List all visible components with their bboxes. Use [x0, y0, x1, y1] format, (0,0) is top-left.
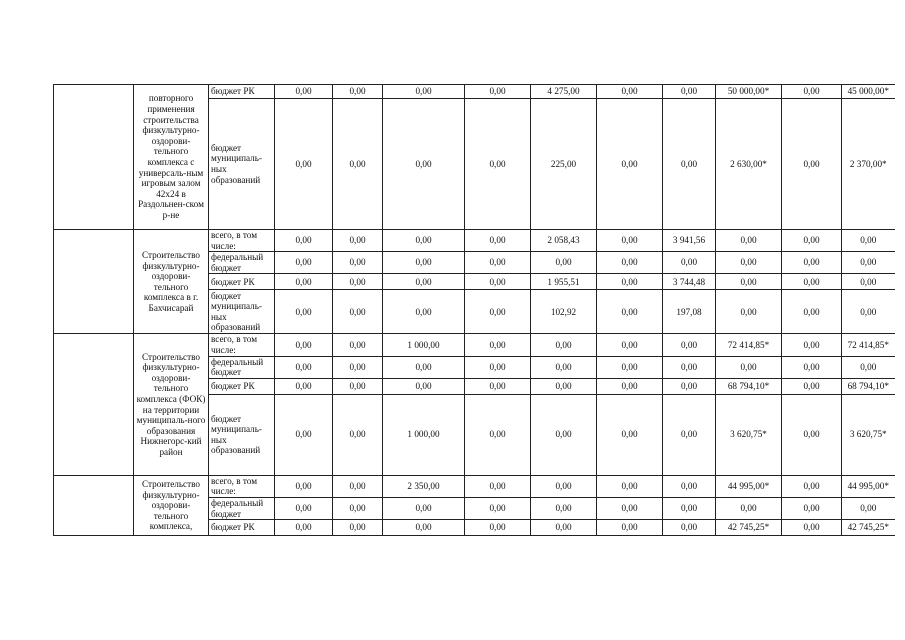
amount-cell: 0,00: [597, 274, 663, 290]
amount-cell: 0,00: [782, 230, 842, 252]
amount-cell: 0,00: [465, 230, 531, 252]
amount-cell: 0,00: [275, 356, 333, 378]
amount-cell: 0,00: [663, 99, 716, 230]
amount-cell: 0,00: [333, 290, 383, 334]
amount-cell: 0,00: [333, 475, 383, 497]
amount-cell: 0,00: [531, 497, 597, 519]
amount-cell: 0,00: [782, 378, 842, 394]
amount-cell: 0,00: [663, 520, 716, 536]
amount-cell: 0,00: [782, 475, 842, 497]
funding-source: бюджет муниципаль-ных образований: [209, 394, 275, 475]
amount-cell: 0,00: [333, 356, 383, 378]
amount-cell: 0,00: [383, 230, 465, 252]
amount-cell: 0,00: [275, 394, 333, 475]
amount-cell: 0,00: [716, 252, 782, 274]
object-name: повторного применения строительства физкультурно-оздорови-тельного комплекса с универсаль-ным игровым залом 42х24 в Раздольнен-ском р-не: [138, 93, 204, 220]
amount-cell: 0,00: [465, 497, 531, 519]
table-row: [54, 334, 895, 356]
amount-cell: 0,00: [333, 99, 383, 230]
amount-cell: 0,00: [842, 290, 895, 334]
amount-cell: 68 794,10*: [716, 378, 782, 394]
amount-cell: 0,00: [716, 230, 782, 252]
amount-cell: 0,00: [597, 85, 663, 99]
number-cell: [54, 85, 134, 230]
amount-cell: 1 000,00: [383, 394, 465, 475]
funding-source: бюджет муниципаль-ных образований: [209, 290, 275, 334]
amount-cell: 0,00: [383, 378, 465, 394]
funding-source: всего, в том числе:: [209, 230, 275, 252]
amount-cell: 0,00: [383, 274, 465, 290]
amount-cell: 0,00: [597, 520, 663, 536]
amount-cell: 3 941,56: [663, 230, 716, 252]
amount-cell: 0,00: [465, 290, 531, 334]
amount-cell: 0,00: [275, 334, 333, 356]
amount-cell: 0,00: [333, 378, 383, 394]
amount-cell: 0,00: [782, 497, 842, 519]
amount-cell: 0,00: [531, 378, 597, 394]
object-name: Строительство физкультурно-оздорови-тельного комплекса,: [141, 478, 201, 532]
amount-cell: 0,00: [465, 520, 531, 536]
amount-cell: 0,00: [383, 85, 465, 99]
funding-source: бюджет РК: [209, 85, 275, 99]
amount-cell: 0,00: [275, 274, 333, 290]
amount-cell: 0,00: [275, 378, 333, 394]
amount-cell: 0,00: [597, 497, 663, 519]
amount-cell: 0,00: [782, 520, 842, 536]
amount-cell: 0,00: [842, 356, 895, 378]
amount-cell: 197,08: [663, 290, 716, 334]
funding-source: всего, в том числе:: [209, 475, 275, 497]
amount-cell: 2 350,00: [383, 475, 465, 497]
amount-cell: 0,00: [663, 394, 716, 475]
amount-cell: 44 995,00*: [842, 475, 895, 497]
amount-cell: 0,00: [782, 85, 842, 99]
table-row: [54, 230, 895, 252]
amount-cell: 0,00: [782, 274, 842, 290]
amount-cell: 0,00: [663, 378, 716, 394]
amount-cell: 0,00: [275, 230, 333, 252]
amount-cell: 0,00: [333, 85, 383, 99]
amount-cell: 0,00: [333, 274, 383, 290]
number-cell: [54, 230, 134, 334]
funding-source: федеральный бюджет: [209, 497, 275, 519]
amount-cell: 0,00: [597, 230, 663, 252]
amount-cell: 68 794,10*: [842, 378, 895, 394]
amount-cell: 0,00: [782, 99, 842, 230]
amount-cell: 0,00: [597, 290, 663, 334]
amount-cell: 0,00: [842, 497, 895, 519]
amount-cell: 0,00: [333, 252, 383, 274]
amount-cell: 0,00: [531, 475, 597, 497]
amount-cell: 0,00: [716, 356, 782, 378]
amount-cell: 0,00: [782, 334, 842, 356]
amount-cell: 0,00: [663, 356, 716, 378]
amount-cell: 0,00: [275, 85, 333, 99]
object-name-cell: [134, 475, 209, 535]
budget-table: [53, 84, 895, 536]
amount-cell: 0,00: [597, 356, 663, 378]
amount-cell: 0,00: [716, 290, 782, 334]
amount-cell: 0,00: [531, 520, 597, 536]
funding-source: бюджет РК: [209, 274, 275, 290]
amount-cell: 0,00: [663, 85, 716, 99]
amount-cell: 0,00: [333, 520, 383, 536]
amount-cell: 0,00: [275, 475, 333, 497]
amount-cell: 3 620,75*: [842, 394, 895, 475]
amount-cell: 0,00: [333, 394, 383, 475]
amount-cell: 0,00: [531, 334, 597, 356]
funding-source: бюджет РК: [209, 378, 275, 394]
amount-cell: 0,00: [383, 99, 465, 230]
amount-cell: 72 414,85*: [716, 334, 782, 356]
amount-cell: 2 630,00*: [716, 99, 782, 230]
amount-cell: 0,00: [663, 252, 716, 274]
amount-cell: 0,00: [782, 290, 842, 334]
number-cell: [54, 475, 134, 535]
amount-cell: 0,00: [465, 378, 531, 394]
amount-cell: 0,00: [333, 497, 383, 519]
amount-cell: 50 000,00*: [716, 85, 782, 99]
amount-cell: 1 955,51: [531, 274, 597, 290]
amount-cell: 0,00: [716, 274, 782, 290]
amount-cell: 0,00: [383, 252, 465, 274]
amount-cell: 0,00: [597, 475, 663, 497]
amount-cell: 0,00: [782, 356, 842, 378]
amount-cell: 0,00: [663, 475, 716, 497]
amount-cell: 0,00: [465, 394, 531, 475]
amount-cell: 0,00: [383, 520, 465, 536]
amount-cell: 0,00: [663, 334, 716, 356]
amount-cell: 0,00: [465, 274, 531, 290]
amount-cell: 102,92: [531, 290, 597, 334]
amount-cell: 0,00: [531, 356, 597, 378]
amount-cell: 0,00: [597, 394, 663, 475]
amount-cell: 72 414,85*: [842, 334, 895, 356]
amount-cell: 1 000,00: [383, 334, 465, 356]
funding-source: федеральный бюджет: [209, 356, 275, 378]
amount-cell: 0,00: [383, 356, 465, 378]
amount-cell: 0,00: [597, 99, 663, 230]
funding-source: всего, в том числе:: [209, 334, 275, 356]
table-body: [54, 85, 895, 536]
amount-cell: 0,00: [663, 497, 716, 519]
amount-cell: 0,00: [465, 334, 531, 356]
amount-cell: 0,00: [275, 520, 333, 536]
object-name: Строительство физкультурно-оздорови-тельного комплекса в г. Бахчисарай: [141, 249, 201, 313]
amount-cell: 44 995,00*: [716, 475, 782, 497]
amount-cell: 0,00: [465, 252, 531, 274]
amount-cell: 0,00: [275, 99, 333, 230]
amount-cell: 0,00: [842, 274, 895, 290]
amount-cell: 0,00: [597, 378, 663, 394]
amount-cell: 0,00: [716, 497, 782, 519]
amount-cell: 0,00: [383, 290, 465, 334]
amount-cell: 0,00: [842, 252, 895, 274]
amount-cell: 3 620,75*: [716, 394, 782, 475]
amount-cell: 0,00: [782, 252, 842, 274]
amount-cell: 0,00: [531, 394, 597, 475]
amount-cell: 42 745,25*: [842, 520, 895, 536]
amount-cell: 0,00: [597, 252, 663, 274]
amount-cell: 0,00: [465, 356, 531, 378]
amount-cell: 0,00: [465, 85, 531, 99]
number-cell: [54, 334, 134, 475]
amount-cell: 0,00: [842, 230, 895, 252]
object-name-cell: [134, 85, 209, 230]
amount-cell: 0,00: [782, 394, 842, 475]
amount-cell: 0,00: [333, 230, 383, 252]
amount-cell: 4 275,00: [531, 85, 597, 99]
object-name-cell: [134, 230, 209, 334]
amount-cell: 0,00: [275, 290, 333, 334]
amount-cell: 2 058,43: [531, 230, 597, 252]
funding-source: бюджет РК: [209, 520, 275, 536]
amount-cell: 42 745,25*: [716, 520, 782, 536]
funding-source: федеральный бюджет: [209, 252, 275, 274]
amount-cell: 3 744,48: [663, 274, 716, 290]
amount-cell: 2 370,00*: [842, 99, 895, 230]
object-name-cell: [134, 334, 209, 475]
table-row: [54, 475, 895, 497]
object-name: Строительство физкультурно-оздорови-тельного комплекса (ФОК) на территории муниципаль-ного образования Нижнегорс-кий район: [136, 351, 206, 457]
amount-cell: 0,00: [383, 497, 465, 519]
amount-cell: 0,00: [465, 475, 531, 497]
amount-cell: 0,00: [465, 99, 531, 230]
amount-cell: 45 000,00*: [842, 85, 895, 99]
table-row: [54, 85, 895, 99]
amount-cell: 0,00: [275, 252, 333, 274]
amount-cell: 0,00: [531, 252, 597, 274]
amount-cell: 0,00: [275, 497, 333, 519]
funding-source: бюджет муниципаль-ных образований: [209, 99, 275, 230]
amount-cell: 0,00: [597, 334, 663, 356]
amount-cell: 225,00: [531, 99, 597, 230]
amount-cell: 0,00: [333, 334, 383, 356]
